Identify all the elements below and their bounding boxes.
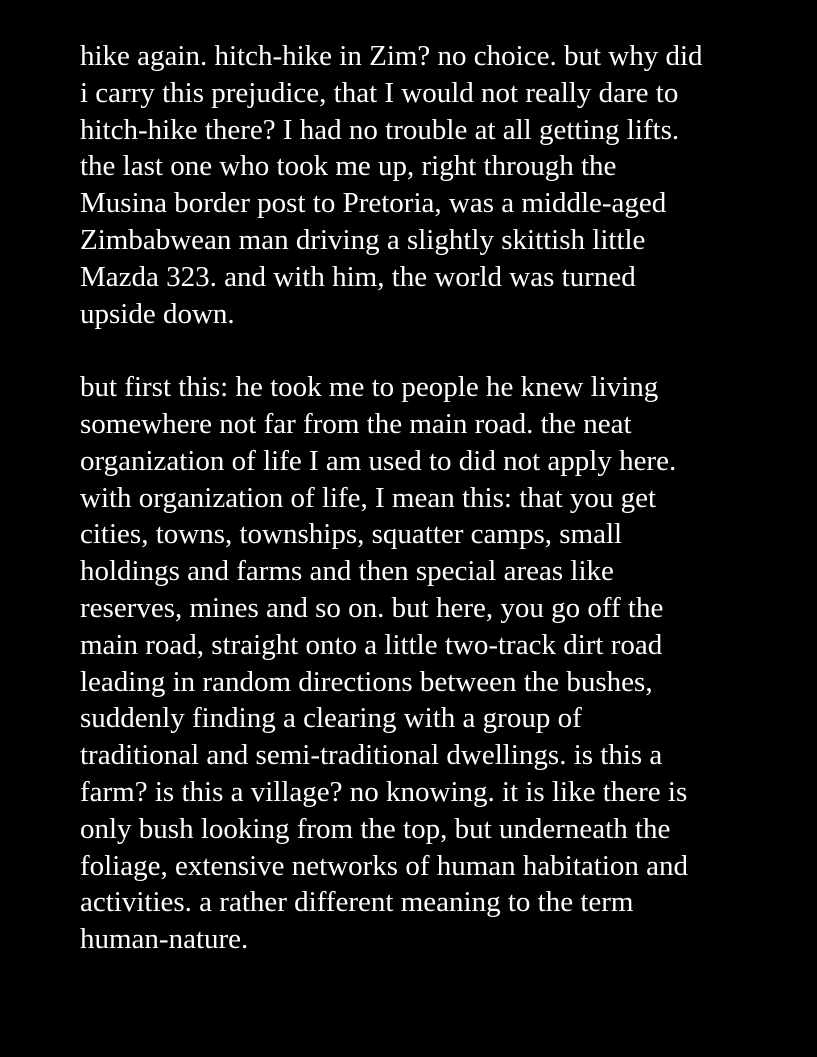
text-line: somewhere not far from the main road. the neat	[80, 407, 632, 440]
text-line: only bush looking from the top, but underneath the	[80, 812, 671, 845]
document-page	[80, 38, 780, 958]
text-line: reserves, mines and so on. but here, you go off the	[80, 591, 664, 624]
text-line: hitch-hike there? I had no trouble at all getting lifts.	[80, 113, 680, 146]
paragraph-2	[80, 369, 780, 958]
text-line: human-nature.	[80, 923, 249, 956]
text-line: the last one who took me up, right through the	[80, 150, 617, 183]
text-line: activities. a rather different meaning to the term	[80, 886, 634, 919]
text-line: Mazda 323. and with him, the world was turned	[80, 260, 636, 293]
text-line: suddenly finding a clearing with a group of	[80, 702, 582, 735]
text-line: Zimbabwean man driving a slightly skittish little	[80, 223, 646, 256]
text-line: upside down.	[80, 297, 235, 330]
text-line: leading in random directions between the bushes,	[80, 665, 653, 698]
text-line: but first this: he took me to people he knew living	[80, 371, 659, 404]
text-line: Musina border post to Pretoria, was a middle-aged	[80, 187, 667, 220]
text-line: hike again. hitch-hike in Zim? no choice. but why did	[80, 40, 703, 72]
text-line: farm? is this a village? no knowing. it is like there is	[80, 775, 688, 808]
text-line: holdings and farms and then special areas like	[80, 555, 614, 588]
paragraph-1	[80, 38, 780, 332]
text-line: cities, towns, townships, squatter camps, small	[80, 518, 623, 551]
text-line: foliage, extensive networks of human habitation and	[80, 849, 689, 882]
text-line: main road, straight onto a little two-track dirt road	[80, 628, 663, 661]
text-line: traditional and semi-traditional dwellings. is this a	[80, 739, 663, 772]
text-line: organization of life I am used to did not apply here.	[80, 444, 677, 477]
text-line: with organization of life, I mean this: that you get	[80, 481, 657, 514]
text-line: i carry this prejudice, that I would not really dare to	[80, 76, 679, 109]
